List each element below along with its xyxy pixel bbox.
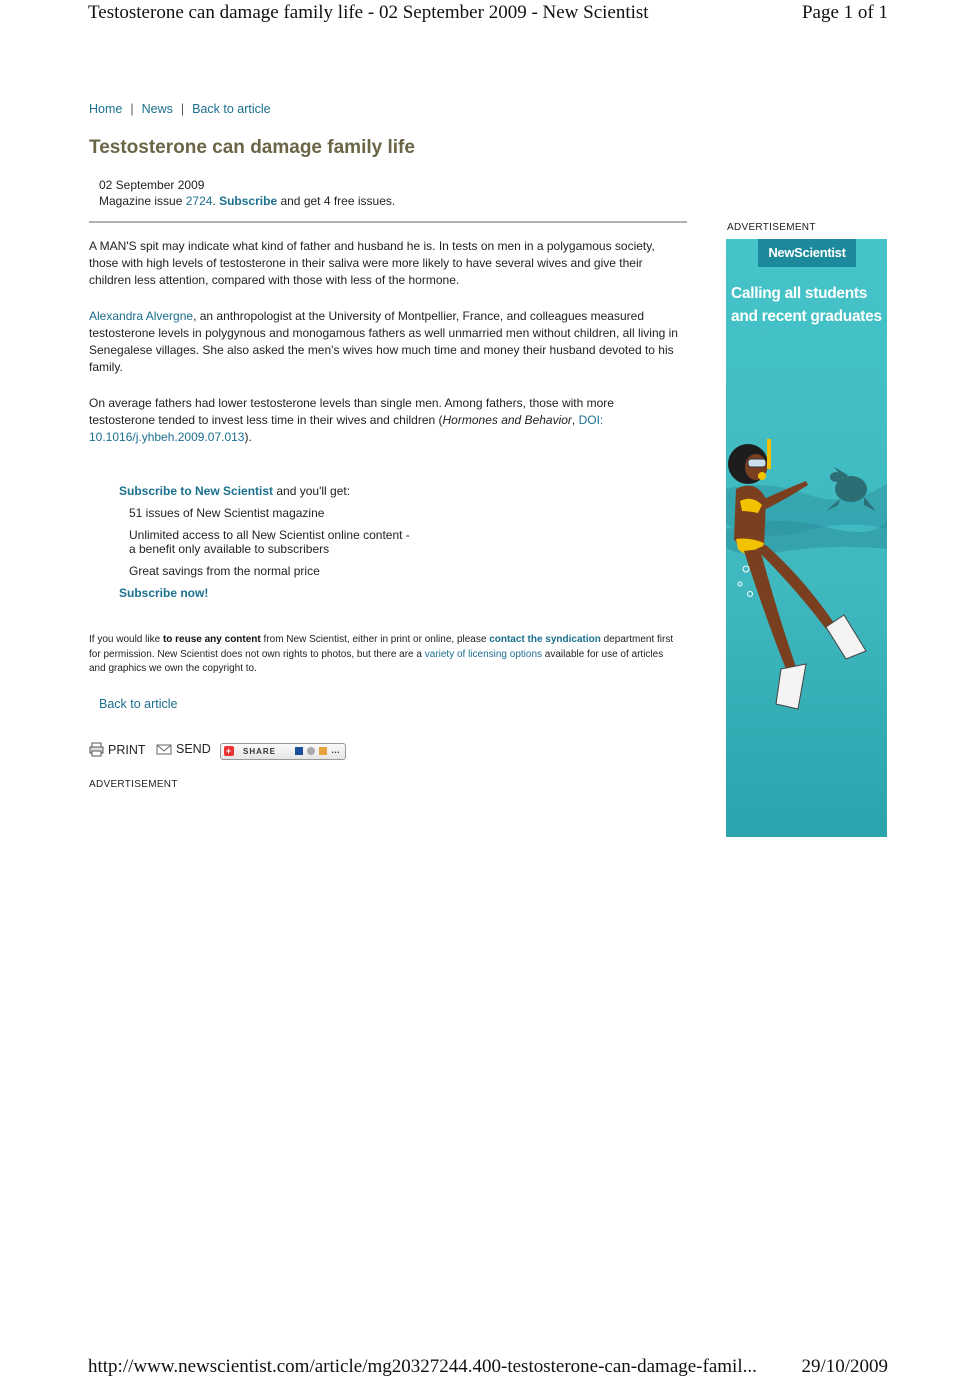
- share-label: SHARE: [243, 747, 277, 756]
- print-label: PRINT: [108, 742, 146, 757]
- subscribe-now-link[interactable]: Subscribe now!: [119, 586, 209, 600]
- article-paragraph-2: Alexandra Alvergne, an anthropologist at the University of Montpellier, France, and colleagues measured testosterone levels in polygynous and monogamous fathers as well unmarried men without children, all living in Senegalese villages. She also asked the men's wives how much time and money their husband devoted to his family.: [89, 309, 678, 374]
- article-date: 02 September 2009: [99, 178, 205, 192]
- article-paragraph-3: On average fathers had lower testosterone levels than single men. Among fathers, those with more testosterone tended to invest less time in their wives and children (Hormones and Behavior, DOI: 10.1016/j.yhbeh.2009.07.013).: [89, 396, 614, 444]
- print-footer-date: 29/10/2009: [801, 1356, 888, 1377]
- article-headline: Testosterone can damage family life: [89, 137, 415, 158]
- benefit-item: Unlimited access to all New Scientist online content - a benefit only available to subscribers: [129, 528, 410, 556]
- licensing-options-link[interactable]: variety of licensing options: [424, 648, 543, 660]
- digg-icon: [307, 747, 315, 755]
- delicious-icon: [295, 747, 303, 755]
- windows-icon: [319, 747, 327, 755]
- print-header: [88, 0, 888, 24]
- new-scientist-logo: NewScientist: [758, 239, 856, 267]
- contact-syndication-link[interactable]: contact the syndication: [489, 634, 601, 645]
- side-advertisement[interactable]: [726, 239, 887, 837]
- printer-icon: [89, 742, 104, 757]
- send-button[interactable]: [156, 742, 211, 756]
- doi-link[interactable]: DOI: 10.1016/j.yhbeh.2009.07.013: [89, 413, 604, 444]
- breadcrumb-home-link[interactable]: Home: [89, 102, 123, 116]
- benefit-item: Great savings from the normal price: [129, 564, 320, 578]
- diver-illustration: [726, 419, 887, 837]
- article-meta: [99, 177, 395, 209]
- article-body: [89, 238, 679, 465]
- back-to-article-link[interactable]: Back to article: [99, 697, 178, 711]
- plus-icon: +: [225, 746, 233, 756]
- subscribe-box: [119, 484, 459, 600]
- more-icon: …: [331, 745, 341, 755]
- subscribe-benefits-list: [129, 506, 459, 578]
- breadcrumb: Home | News | Back to article: [89, 102, 271, 116]
- print-header-title: Testosterone can damage family life - 02 September 2009 - New Scientist: [88, 2, 649, 23]
- issue-number-link[interactable]: 2724: [185, 194, 213, 208]
- reuse-notice: If you would like to reuse any content from New Scientist, either in print or online, please contact the syndication department first for permission. New Scientist does not own rights to photos, but there are a variety of licensing options available for use of articles and graphics we own the copyright to.: [89, 634, 674, 674]
- send-label: SEND: [176, 742, 211, 756]
- print-footer: [88, 1356, 888, 1380]
- envelope-icon: [156, 743, 172, 756]
- subscribe-to-new-scientist-link[interactable]: Subscribe to New Scientist: [119, 484, 274, 498]
- benefit-item: 51 issues of New Scientist magazine: [129, 506, 325, 520]
- breadcrumb-back-link[interactable]: Back to article: [192, 102, 271, 116]
- author-link[interactable]: Alexandra Alvergne: [89, 309, 194, 323]
- print-button[interactable]: [89, 742, 146, 757]
- advertisement-label-side: ADVERTISEMENT: [727, 222, 816, 233]
- breadcrumb-news-link[interactable]: News: [141, 102, 173, 116]
- advertisement-label-bottom: ADVERTISEMENT: [89, 779, 178, 790]
- print-footer-url: http://www.newscientist.com/article/mg20327244.400-testosterone-can-damage-famil...: [88, 1356, 757, 1377]
- journal-title: Hormones and Behavior: [442, 413, 572, 427]
- subscribe-box-heading: Subscribe to New Scientist and you'll get:: [119, 484, 351, 498]
- subscribe-link[interactable]: Subscribe: [219, 194, 278, 208]
- divider: [89, 221, 687, 223]
- article-issue-line: Magazine issue 2724. Subscribe and get 4 free issues.: [99, 194, 396, 208]
- print-header-page-number: Page 1 of 1: [801, 2, 888, 23]
- share-button[interactable]: [220, 743, 346, 760]
- article-paragraph-1: A MAN'S spit may indicate what kind of father and husband he is. In tests on men in a polygamous society, those with high levels of testosterone in their saliva were more likely to have several wives and give their children less attention, compared with those with less of the hormone.: [89, 239, 655, 287]
- ad-tagline: Calling all students and recent graduates: [731, 285, 882, 325]
